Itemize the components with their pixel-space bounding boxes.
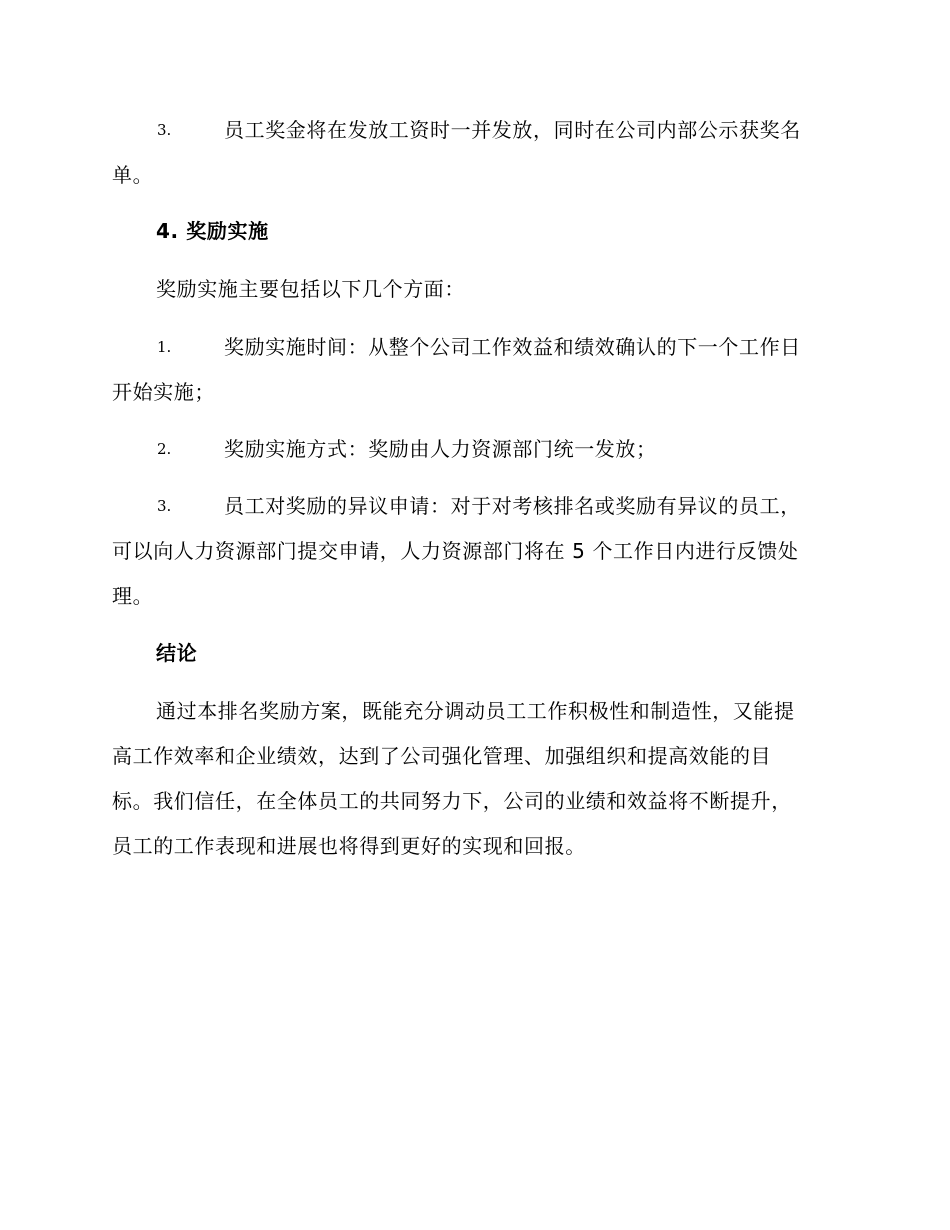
paragraph-line: 高工作效率和企业绩效，达到了公司强化管理、加强组织和提高效能的目 — [112, 744, 772, 768]
section-heading: 4. 奖励实施 — [156, 219, 269, 243]
list-item-line: 开始实施； — [112, 380, 215, 404]
list-item-line: 可以向人力资源部门提交申请，人力资源部门将在 5 个工作日内进行反馈处 — [112, 539, 799, 563]
list-item-line: 奖励实施方式：奖励由人力资源部门统一发放； — [224, 437, 657, 461]
paragraph-line: 通过本排名奖励方案，既能充分调动员工工作积极性和制造性，又能提 — [156, 699, 795, 723]
list-item-line: 奖励实施时间：从整个公司工作效益和绩效确认的下一个工作日 — [224, 335, 801, 359]
list-number: 2. — [157, 440, 172, 458]
paragraph-line: 员工奖金将在发放工资时一并发放，同时在公司内部公示获奖名 — [224, 118, 801, 142]
list-number: 1. — [157, 338, 172, 356]
list-number: 3. — [157, 121, 172, 139]
list-number: 3. — [157, 497, 172, 515]
list-item-line: 员工对奖励的异议申请：对于对考核排名或奖励有异议的员工， — [224, 494, 801, 518]
paragraph-line: 单。 — [112, 163, 154, 187]
list-item-line: 理。 — [112, 584, 154, 608]
section-heading: 结论 — [156, 641, 198, 665]
paragraph-line: 标。我们信任，在全体员工的共同努力下，公司的业绩和效益将不断提升， — [112, 789, 792, 813]
paragraph-line: 员工的工作表现和进展也将得到更好的实现和回报。 — [112, 834, 586, 858]
paragraph-line: 奖励实施主要包括以下几个方面： — [156, 277, 465, 301]
